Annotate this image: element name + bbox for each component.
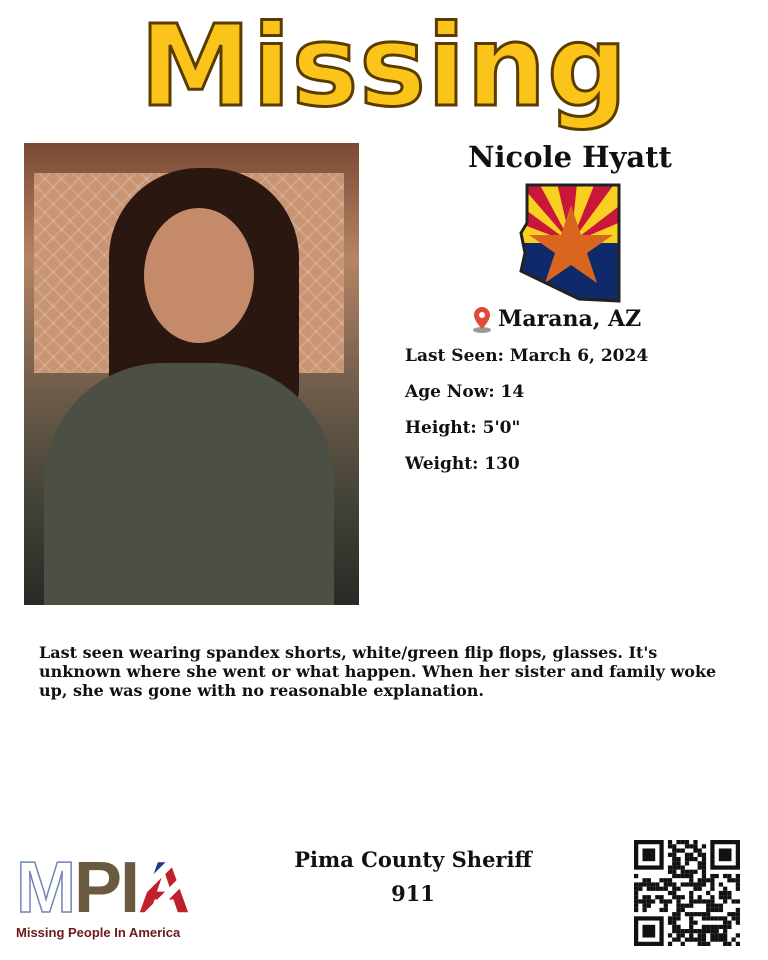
phone-number: 911 xyxy=(391,881,435,906)
agency-name: Pima County Sheriff xyxy=(294,847,532,872)
facts-list xyxy=(405,345,648,489)
person-name: Nicole Hyatt xyxy=(468,140,672,174)
fact-weight: Weight: 130 xyxy=(405,454,520,474)
missing-person-photo xyxy=(24,143,359,605)
contact-info xyxy=(250,843,576,911)
fact-age: Age Now: 14 xyxy=(405,382,525,402)
logo-letter-m: M xyxy=(16,848,74,928)
logo-letter-a: A xyxy=(138,848,189,928)
qr-finder-pattern xyxy=(712,842,737,867)
logo-letters-pi: PI xyxy=(73,848,139,928)
fact-height: Height: 5'0" xyxy=(405,418,521,438)
description: Last seen wearing spandex shorts, white/green flip flops, glasses. It's unknown where she went or what happen. When her sister and family woke up, she was gone with no reasonable explanation. xyxy=(39,643,717,700)
arizona-flag-map-icon xyxy=(519,183,623,303)
mpia-logo xyxy=(16,848,206,940)
location xyxy=(470,305,641,333)
fact-last-seen: Last Seen: March 6, 2024 xyxy=(405,346,649,366)
qr-finder-pattern xyxy=(636,918,661,943)
logo-tagline: Missing People In America xyxy=(16,925,181,940)
qr-finder-pattern xyxy=(636,842,661,867)
map-pin-icon xyxy=(470,305,494,333)
qr-code[interactable] xyxy=(634,840,740,946)
location-text: Marana, AZ xyxy=(498,306,642,332)
poster-title: Missing xyxy=(139,2,629,132)
